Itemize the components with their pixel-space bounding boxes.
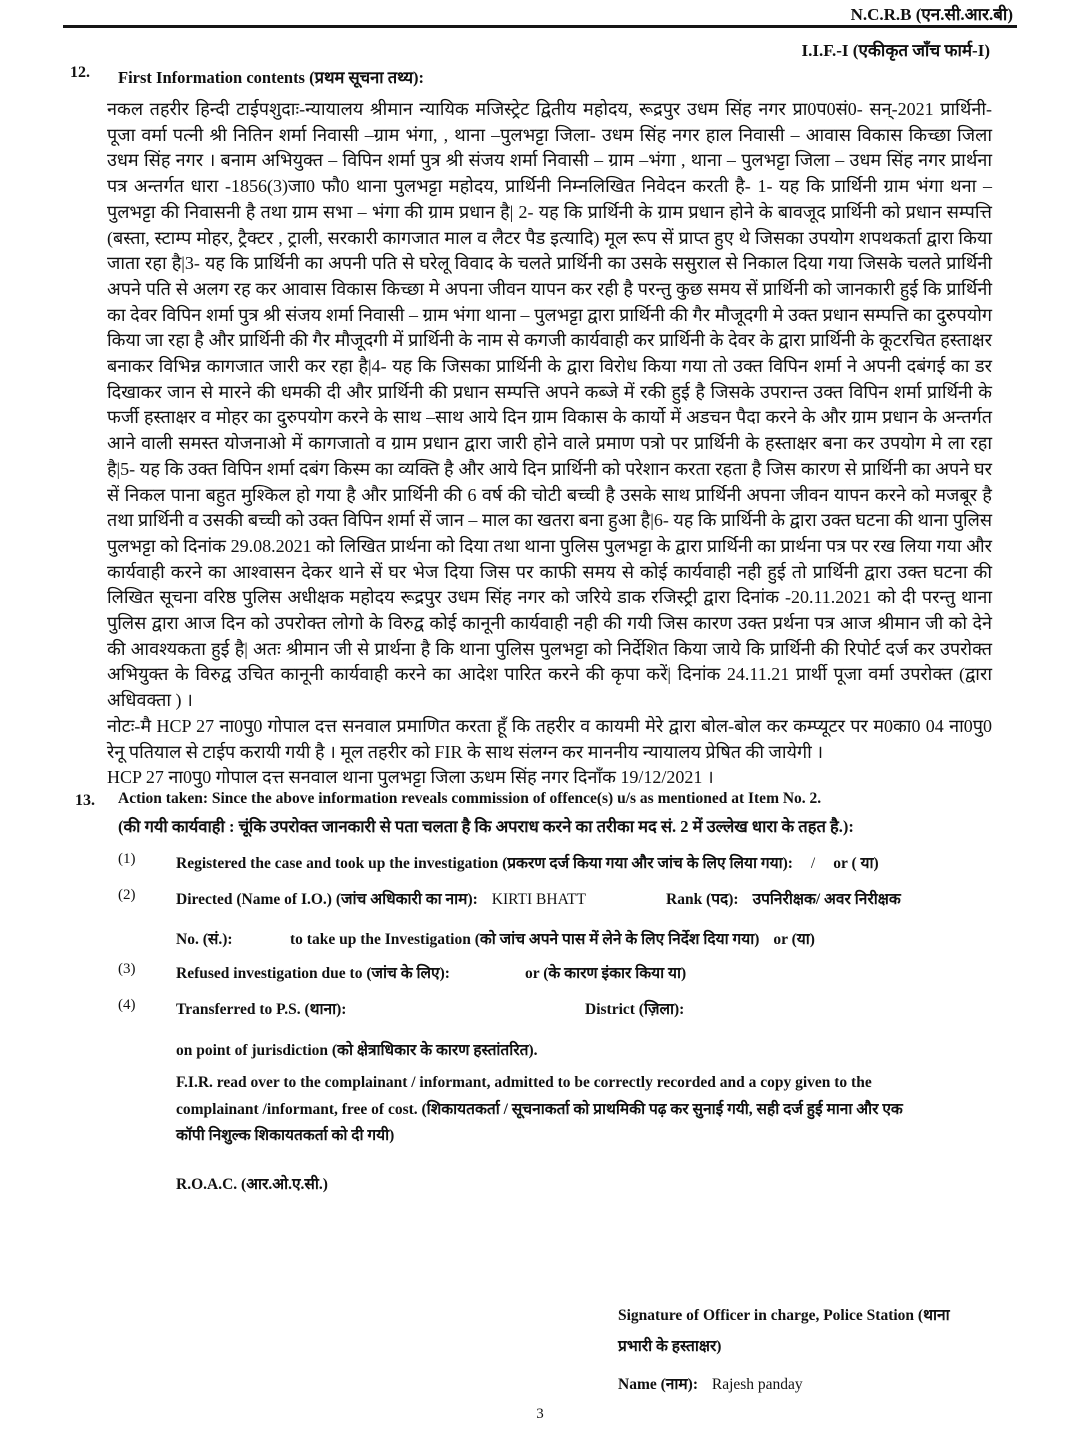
- section12-number: 12.: [70, 64, 90, 81]
- refused-investigation-row: [176, 961, 450, 983]
- item2-or-label: or (या): [773, 931, 815, 948]
- header-divider: [63, 25, 1017, 28]
- registered-case-label: Registered the case and took up the investigation (प्रकरण दर्ज किया गया और जांच के लिए लिया गया):: [176, 855, 793, 872]
- form-title: I.I.F.-I (एकीकृत जाँच फार्म-I): [801, 41, 990, 60]
- first-information-contents: [107, 97, 992, 791]
- fir-read-over-note: F.I.R. read over to the complainant / informant, admitted to be correctly recorded and a copy given to the complainant /informant, free of cost. (शिकायतकर्ता / सूचनाकर्ता को प्राथमिकी पढ़ कर सुनाई गयी, सही दर्ज हुई माना और एक कॉपी निशुल्क शिकायतकर्ता को दी गयी): [176, 1074, 903, 1144]
- item3-or-label: or (के कारण इंकार किया या): [525, 965, 687, 982]
- ncrb-header: N.C.R.B (एन.सी.आर.बी): [850, 5, 1013, 24]
- officer-signature-label: Signature of Officer in charge, Police Station (थाना प्रभारी के हस्ताक्षर): [618, 1307, 950, 1355]
- district-label: District (ज़िला):: [585, 1001, 685, 1018]
- io-name-value: KIRTI BHATT: [491, 891, 586, 908]
- officer-name-label: Name (नाम):: [618, 1376, 698, 1393]
- take-up-investigation-label: to take up the Investigation (को जांच अपने पास में लेने के लिए निर्देश दिया गया): [290, 931, 760, 948]
- item1-or-label: or ( या): [833, 855, 879, 872]
- constable-endorsement-paragraph: HCP 27 ना0पु0 गोपाल दत्त सनवाल थाना पुलभट्टा जिला ऊधम सिंह नगर दिनाँक 19/12/2021 ।: [107, 767, 714, 788]
- roac-label: R.O.A.C. (आर.ओ.ए.सी.): [176, 1176, 328, 1193]
- section13-number: 13.: [75, 792, 95, 809]
- typist-note-paragraph: नोटः-मै HCP 27 ना0पु0 गोपाल दत्त सनवाल प्रमाणित करता हूँ कि तहरीर व कायमी मेरे द्वारा बोल-बोल कर कम्प्यूटर पर म0का0 04 ना0पु0 रेनू पतियाल से टाईप करायी गयी है । मूल तहरीर को FIR के साथ संलग्न कर माननीय न्यायालय प्रेषित की जायेगी ।: [107, 715, 992, 762]
- officer-name-row: [618, 1372, 803, 1394]
- io-number-label-row: [176, 927, 233, 949]
- rank-value: उपनिरीक्षक/ अवर निरीक्षक: [752, 891, 901, 908]
- transferred-ps-row: [176, 997, 346, 1019]
- directed-io-label: Directed (Name of I.O.) (जांच अधिकारी का नाम):: [176, 891, 478, 908]
- officer-name-value: Rajesh panday: [711, 1376, 803, 1393]
- transferred-ps-label: Transferred to P.S. (थाना):: [176, 1001, 347, 1018]
- directed-io-row: [176, 887, 586, 909]
- refused-investigation-label: Refused investigation due to (जांच के लिए):: [176, 965, 450, 982]
- item1-slash: /: [810, 855, 816, 872]
- district-row: [585, 997, 684, 1019]
- io-number-label: No. (सं.):: [176, 931, 233, 948]
- rank-row: [666, 887, 901, 909]
- jurisdiction-label: on point of jurisdiction (को क्षेत्राधिकार के कारण हस्तांतरित).: [176, 1042, 538, 1059]
- take-up-row: [290, 927, 815, 949]
- item4-number: (4): [118, 997, 136, 1013]
- page-number: 3: [536, 1406, 544, 1422]
- section12-title: First Information contents (प्रथम सूचना तथ्य):: [118, 68, 425, 87]
- item1-row: [176, 851, 879, 873]
- section13-title-block: [118, 790, 998, 837]
- jurisdiction-row: [176, 1038, 538, 1060]
- item1-number: (1): [118, 851, 136, 867]
- action-taken-title-en: Action taken: Since the above information reveals commission of offence(s) u/s as mentioned at Item No. 2.: [118, 790, 822, 807]
- item3-number: (3): [118, 961, 136, 977]
- complaint-paragraph: नकल तहरीर हिन्दी टाईपशुदाः-न्यायालय श्रीमान न्यायिक मजिस्ट्रेट द्वितीय महोदय, रूद्रपुर उधम सिंह नगर प्रा0प0सं0- सन्-2021 प्रार्थिनी- पूजा वर्मा पत्नी श्री नितिन शर्मा निवासी –ग्राम भंगा, , थाना –पुलभट्टा जिला- उधम सिंह नगर हाल निवासी – आवास विकास किच्छा जिला उधम सिंह नगर । बनाम अभियुक्त – विपिन शर्मा पुत्र श्री संजय शर्मा निवासी – ग्राम –भंगा , थाना – पुलभट्टा जिला – उधम सिंह नगर प्रार्थना पत्र अन्तर्गत धारा -1856(3)जा0 फौ0 थाना पुलभट्टा महोदय, प्रार्थिनी निम्नलिखित निवेदन करती है- 1- यह कि प्रार्थिनी ग्राम भंगा थना – पुलभट्टा की निवासनी है तथा ग्राम सभा – भंगा की ग्राम प्रधान है| 2- यह कि प्रार्थिनी के ग्राम प्रधान होने के बावजूद प्रार्थिनी को प्रधान सम्पत्ति (बस्ता, स्टाम्प मोहर, ट्रैक्टर , ट्राली, सरकारी कागजात माल व लैटर पैड इत्यादि) मूल रूप सें प्राप्त हुए थे जिसका उपयोग शपथकर्ता द्वारा किया जाता रहा है|3- यह कि प्रार्थिनी का अपनी पति से घरेलू विवाद के चलते प्रार्थिनी का उसके ससुराल से निकाल दिया गया जिसके चलते प्रार्थिनी अपने पति से अलग रह कर आवास विकास किच्छा मे अपना जीवन यापन कर रही है परन्तु कुछ समय सें प्रार्थिनी को जानकारी हुई कि प्रार्थिनी का देवर विपिन शर्मा पुत्र श्री संजय शर्मा निवासी – ग्राम भंगा थाना – पुलभट्टा द्वारा प्रार्थिनी की गैर मौजूदगी मे उक्त प्रधान सम्पत्ति का दुरुपयोग किया जा रहा है और प्रार्थिनी की गैर मौजूदगी में प्रार्थिनी के नाम से कगजी कार्यवाही कर प्रार्थिनी के देवर के द्वारा प्रार्थिनी के कूटरचित हस्ताक्षर बनाकर विभिन्न कागजात जारी कर रहा है|4- यह कि जिसका प्रार्थिनी के द्वारा विरोध किया गया तो उक्त विपिन शर्मा ने अपनी दबंगई का डर दिखाकर जान से मारने की धमकी दी और प्रार्थिनी की प्रधान सम्पत्ति अपने कब्जे में रकी हुई है जिसके उपरान्त उक्त विपिन शर्मा प्रार्थिनी के फर्जी हस्ताक्षर व मोहर का दुरुपयोग करने के साथ –साथ आये दिन ग्राम विकास के कार्यो में अडचन पैदा करने के और ग्राम प्रधान के अन्तर्गत आने वाली समस्त योजनाओ में कागजातो व ग्राम प्रधान द्वारा जारी होने वाले प्रमाण पत्रो पर प्रार्थिनी के हस्ताक्षर बना कर उपयोग मे ला रहा है|5- यह कि उक्त विपिन शर्मा दबंग किस्म का व्यक्ति है और आये दिन प्रार्थिनी को परेशान करता रहता है जिस कारण से प्रार्थिनी का अपने घर सें निकल पाना बहुत मुश्किल हो गया है और प्रार्थिनी की 6 वर्ष की चोटी बच्ची है उसके साथ प्रार्थिनी अपना जीवन यापन करने को मजबूर है तथा प्रार्थिनी व उसकी बच्ची को उक्त विपिन शर्मा सें जान – माल का खतरा बना हुआ है|6- यह कि प्रार्थिनी के द्वारा उक्त घटना की थाना पुलिस पुलभट्टा को दिनांक 29.08.2021 को लिखित प्रार्थना को दिया तथा थाना पुलिस पुलभट्टा के द्वारा प्रार्थिनी का प्रार्थना पत्र पर रख लिया गया और कार्यवाही करने का आश्वासन देकर थाने सें घर भेज दिया जिस पर काफी समय से कोई कार्यवाही नही हुई तो प्रार्थिनी द्वारा उक्त घटना की लिखित सूचना वरिष्ठ पुलिस अधीक्षक महोदय रूद्रपुर उधम सिंह नगर को जरिये डाक रजिस्ट्री द्वारा दिनांक -20.11.2021 को दी परन्तु थाना पुलिस द्वारा आज दिन को उपरोक्त लोगो के विरुद्व कोई कानूनी कार्यवाही नही की गयी जिस कारण उक्त प्रर्थना पत्र आज श्रीमान जी को देने की आवश्यकता हुई है| अतः श्रीमान जी से प्रार्थना है कि थाना पुलिस पुलभट्टा को निर्देशित किया जाये कि प्रार्थिनी की रिपोर्ट दर्ज कर उपरोक्त अभियुक्त के विरुद्व उचित कानूनी कार्यवाही करने का आदेश पारित करने की कृपा करें| दिनांक 24.11.21 प्रार्थी पूजा वर्मा उपरोक्त (द्वारा अधिवक्ता ) ।: [107, 99, 992, 711]
- item3-or-row: [525, 961, 686, 983]
- rank-label: Rank (पद):: [666, 891, 739, 908]
- item2-number: (2): [118, 887, 136, 903]
- action-taken-title-hi: (की गयी कार्यवाही : चूंकि उपरोक्त जानकारी से पता चलता है कि अपराध करने का तरीका मद सं. 2 में उल्लेख धारा के तहत है.):: [118, 817, 854, 836]
